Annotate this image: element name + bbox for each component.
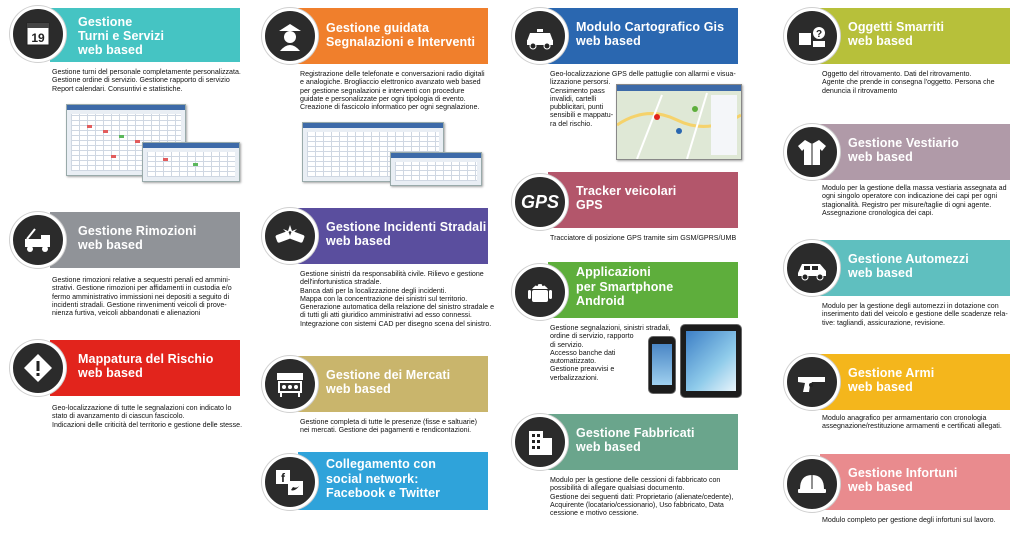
building-icon: [512, 414, 568, 470]
title-line: web based: [848, 150, 913, 164]
title-line: web based: [78, 238, 143, 252]
title-line: Applicazioni: [576, 265, 651, 279]
title-line: web based: [78, 43, 143, 57]
banner-rimozioni: [50, 212, 240, 268]
screenshot-segnalazioni-detail: [390, 152, 482, 186]
desc-fabbricati: Modulo per la gestione delle cessioni di fabbricato con possibilità di allegare qualsiasi documento. Gestione dei seguenti dati: Proprietario (alienate/cedente), Acquirente (locatario/cessionario), Uso fabbricato, Data cessione e motivo cessione.: [550, 476, 734, 518]
desc-tracker: Tracciatore di posizione GPS tramite sim GSM/GPRS/UMB: [550, 234, 737, 242]
banner-android: [548, 262, 738, 318]
title-line: Modulo Cartografico Gis: [576, 20, 725, 34]
desc-armi: Modulo anagrafico per armamentario con cronologia assegnazione/restituzione armamenti e certificati allegati.: [822, 414, 1002, 431]
desc-rischio: Geo-localizzazione di tutte le segnalazioni con indicato lo stato di avanzamento di ciascun fascicolo. Indicazioni delle criticità del territorio e gestione delle stesse.: [52, 404, 243, 429]
desc-oggetti: Oggetto del ritrovamento. Dati del ritrovamento. Agente che prende in consegna l'oggetto. Persona che denuncia il ritrovamento: [822, 70, 995, 95]
market-stall-icon: [262, 356, 318, 412]
desc-infortuni: Modulo completo per gestione degli infortuni sul lavoro.: [822, 516, 996, 524]
desc-turni: Gestione turni del personale completamente personalizzata. Gestione ordine di servizio. Gestione rapporto di servizio Report calendari. Consuntivi e statistiche.: [52, 68, 241, 93]
hazard-map-icon: [10, 340, 66, 396]
patrol-car-icon: [512, 8, 568, 64]
police-officer-icon: [262, 8, 318, 64]
title-line: web based: [848, 480, 913, 494]
title-line: web based: [78, 366, 143, 380]
uniform-icon: [784, 124, 840, 180]
gps-badge-text: GPS: [520, 191, 559, 212]
pistol-icon: [784, 354, 840, 410]
car-crash-icon: [262, 208, 318, 264]
title-line: social network:: [326, 471, 419, 486]
title-line: Gestione Fabbricati: [576, 426, 695, 440]
title-line: Segnalazioni e Interventi: [326, 35, 476, 49]
title-line: Turni e Servizi: [78, 29, 165, 43]
title-line: web based: [326, 234, 391, 248]
social-network-icon: [262, 454, 318, 510]
title-line: Gestione Infortuni: [848, 466, 958, 480]
banner-fabbricati: [548, 414, 738, 470]
gps-icon: [512, 174, 568, 230]
gis-map-screenshot: [616, 84, 742, 160]
title-line: web based: [848, 380, 913, 394]
desc-rimozioni: Gestione rimozioni relative a sequestri penali ed ammini- strativi. Gestione rimozioni per affidamenti in custodia e/o fermo amministrativo immissioni nei depositi a seguito di incidenti stradali. Gestione rinvenimenti veicoli di prove- nienza furtiva, veicoli abbandonati e alienazioni: [52, 276, 232, 318]
desc-gis: Geo-localizzazione GPS delle pattuglie con allarmi e visua- lizzazione persorsi. Censimento pass invalidi, cartelli pubblicitari, punti sensibili e mappatu- ra del rischio.: [550, 70, 736, 128]
title-line: Gestione Rimozioni: [78, 224, 197, 238]
banner-incidenti: [298, 208, 488, 264]
title-line: Gestione Vestiario: [848, 136, 959, 150]
banner-vestiario: [820, 124, 1010, 180]
svg-text:19: 19: [31, 31, 45, 45]
title-line: Mappatura del Rischio: [78, 352, 214, 366]
title-line: Gestione dei Mercati: [326, 368, 451, 382]
desc-vestiario: Modulo per la gestione della massa vestiaria assegnata ad ogni singolo operatore con indicazione dei capi per ogni stagionalità. Registro per misure/taglie di ogni agente. Assegnazione cronologica dei capi.: [822, 184, 1007, 217]
desc-mercati: Gestione completa di tutte le presenze (fisse e saltuarie) nei mercati. Gestione dei pagamenti e rendicontazioni.: [300, 418, 478, 435]
desc-android: Gestione segnalazioni, sinistri stradali, ordine di servizio, rapporto di servizio. Accesso banche dati automatizzato. Gestione preavvisi e verbalizzazioni.: [550, 324, 671, 382]
title-line: Tracker veicolari: [576, 184, 677, 198]
banner-armi: [820, 354, 1010, 410]
tow-truck-icon: [10, 212, 66, 268]
title-line: web based: [848, 34, 913, 48]
banner-oggetti: [820, 8, 1010, 64]
calendar-icon: [10, 6, 66, 62]
desc-incidenti: Gestione sinistri da responsabilità civile. Rilievo e gestione dell'infortunistica stradale. Banca dati per la localizzazione degli incidenti. Mappa con la concentrazione dei sinistri sul territorio. Generazione automatica della relazione del sinistro stradale e di tutti gli atti giuridico amministrativi ad esso connessi. Integrazione con sistemi CAD per disegno scena del sinistro.: [300, 270, 495, 328]
helmet-icon: [784, 456, 840, 512]
svg-text:f: f: [281, 471, 285, 485]
lost-items-icon: [784, 8, 840, 64]
title-line: web based: [326, 382, 391, 396]
title-line: per Smartphone: [576, 279, 674, 294]
screenshot-turni-detail: [142, 142, 240, 182]
title-line: web based: [848, 266, 913, 280]
banner-social: [298, 452, 488, 510]
title-line: Android: [576, 294, 625, 308]
banner-automezzi: [820, 240, 1010, 296]
title-line: Collegamento con: [326, 457, 436, 471]
banner-infortuni: [820, 454, 1010, 510]
banner-mercati: [298, 356, 488, 412]
title-line: Gestione guidata: [326, 21, 430, 35]
android-icon: [512, 264, 568, 320]
smartphone-image: [648, 336, 676, 394]
title-line: Oggetti Smarriti: [848, 20, 945, 34]
banner-gis: [548, 8, 738, 64]
banner-segnalazioni: [298, 8, 488, 64]
title-line: Gestione Automezzi: [848, 252, 969, 266]
title-line: web based: [576, 34, 641, 48]
title-line: Gestione: [78, 15, 133, 29]
banner-tracker: [548, 172, 738, 228]
title-line: web based: [576, 440, 641, 454]
banner-rischio: [50, 340, 240, 396]
desc-segnalazioni: Registrazione delle telefonate e conversazioni radio digitali e analogiche. Brogliaccio elettronico avanzato web based per gestione segnalazioni e interventi con procedure guidate e personalizzate per ogni tipologia di evento. Creazione di fascicolo informatico per ogni segnalazione.: [300, 70, 485, 112]
svg-text:?: ?: [815, 29, 823, 40]
title-line: GPS: [576, 198, 603, 212]
title-line: Gestione Incidenti Stradali: [326, 220, 487, 234]
title-line: Facebook e Twitter: [326, 486, 441, 500]
vehicle-icon: [784, 240, 840, 296]
desc-automezzi: Modulo per la gestione degli automezzi in dotazione con inserimento dati del veicolo e gestione delle scadenze rela- tive: tagliandi, assicurazione, revisione.: [822, 302, 1008, 327]
banner-turni: [50, 8, 240, 62]
tablet-image: [680, 324, 742, 398]
title-line: Gestione Armi: [848, 366, 935, 380]
